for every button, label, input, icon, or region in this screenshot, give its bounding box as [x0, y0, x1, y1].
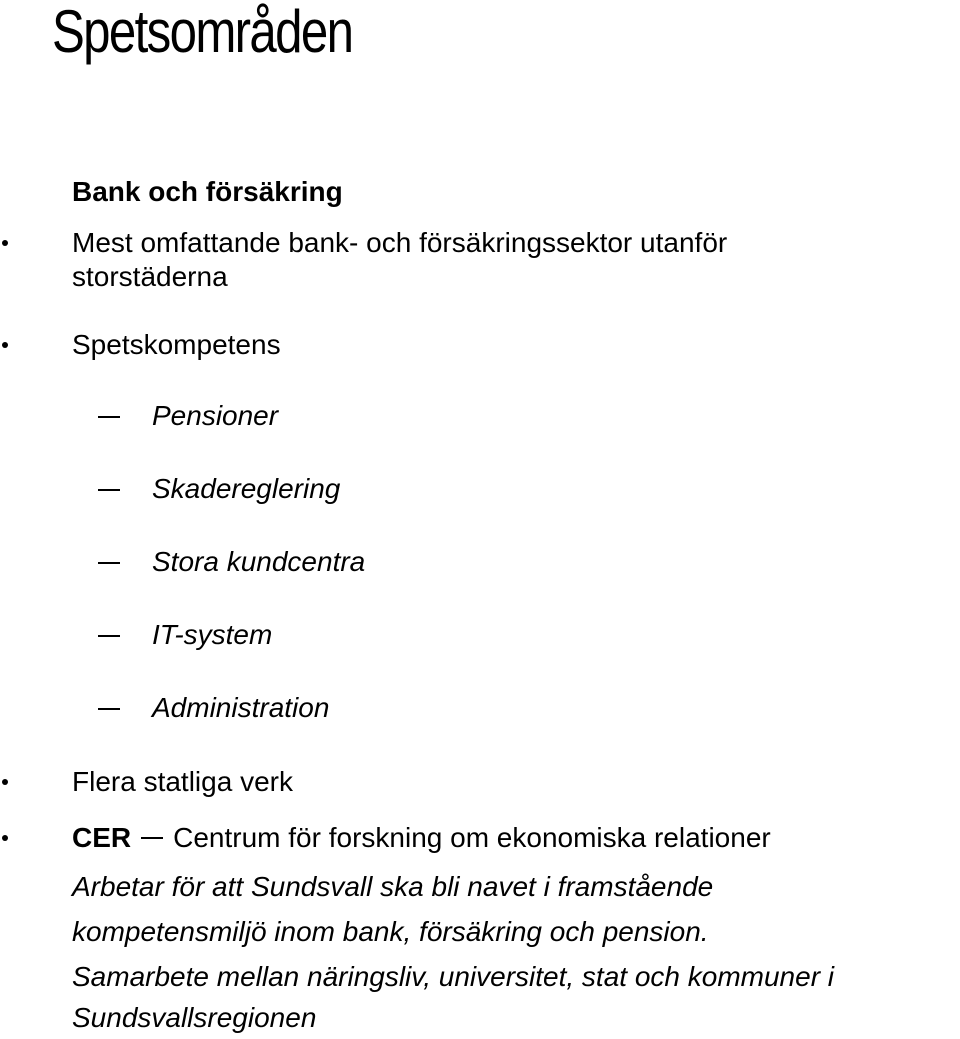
dash-icon: [98, 562, 120, 564]
dash-icon: [98, 416, 120, 418]
cer-abbreviation: CER: [72, 822, 132, 853]
sub-item-text: IT-system: [152, 619, 273, 650]
sub-item-text: Pensioner: [152, 400, 279, 431]
bullet-text: Mest omfattande bank- och försäkringssektor utanför: [72, 227, 728, 258]
sub-item-text: Administration: [152, 692, 330, 723]
description-line: Arbetar för att Sundsvall ska bli navet i framstående: [72, 871, 714, 902]
bullet-icon: [2, 342, 8, 348]
bullet-text: Spetskompetens: [72, 329, 281, 360]
dash-icon: [98, 489, 120, 491]
bullet-icon: [2, 779, 8, 785]
dash-icon: [141, 837, 163, 839]
description-line: Samarbete mellan näringsliv, universitet, stat och kommuner i: [72, 961, 835, 992]
cer-full-name: Centrum för forskning om ekonomiska relationer: [173, 822, 771, 853]
dash-icon: [98, 708, 120, 710]
sub-item-text: Skadereglering: [152, 473, 341, 504]
bullet-icon: [2, 240, 8, 246]
page-title: Spetsområden: [52, 0, 353, 65]
cer-line: [72, 821, 771, 855]
bullet-text-continued: storstäderna: [72, 261, 228, 292]
description-line: kompetensmiljö inom bank, försäkring och pension.: [72, 916, 709, 947]
dash-icon: [98, 635, 120, 637]
bullet-icon: [2, 835, 8, 841]
description-line: Sundsvallsregionen: [72, 1002, 317, 1033]
section-heading: Bank och försäkring: [72, 176, 343, 207]
bullet-text: Flera statliga verk: [72, 766, 293, 797]
sub-item-text: Stora kundcentra: [152, 546, 366, 577]
